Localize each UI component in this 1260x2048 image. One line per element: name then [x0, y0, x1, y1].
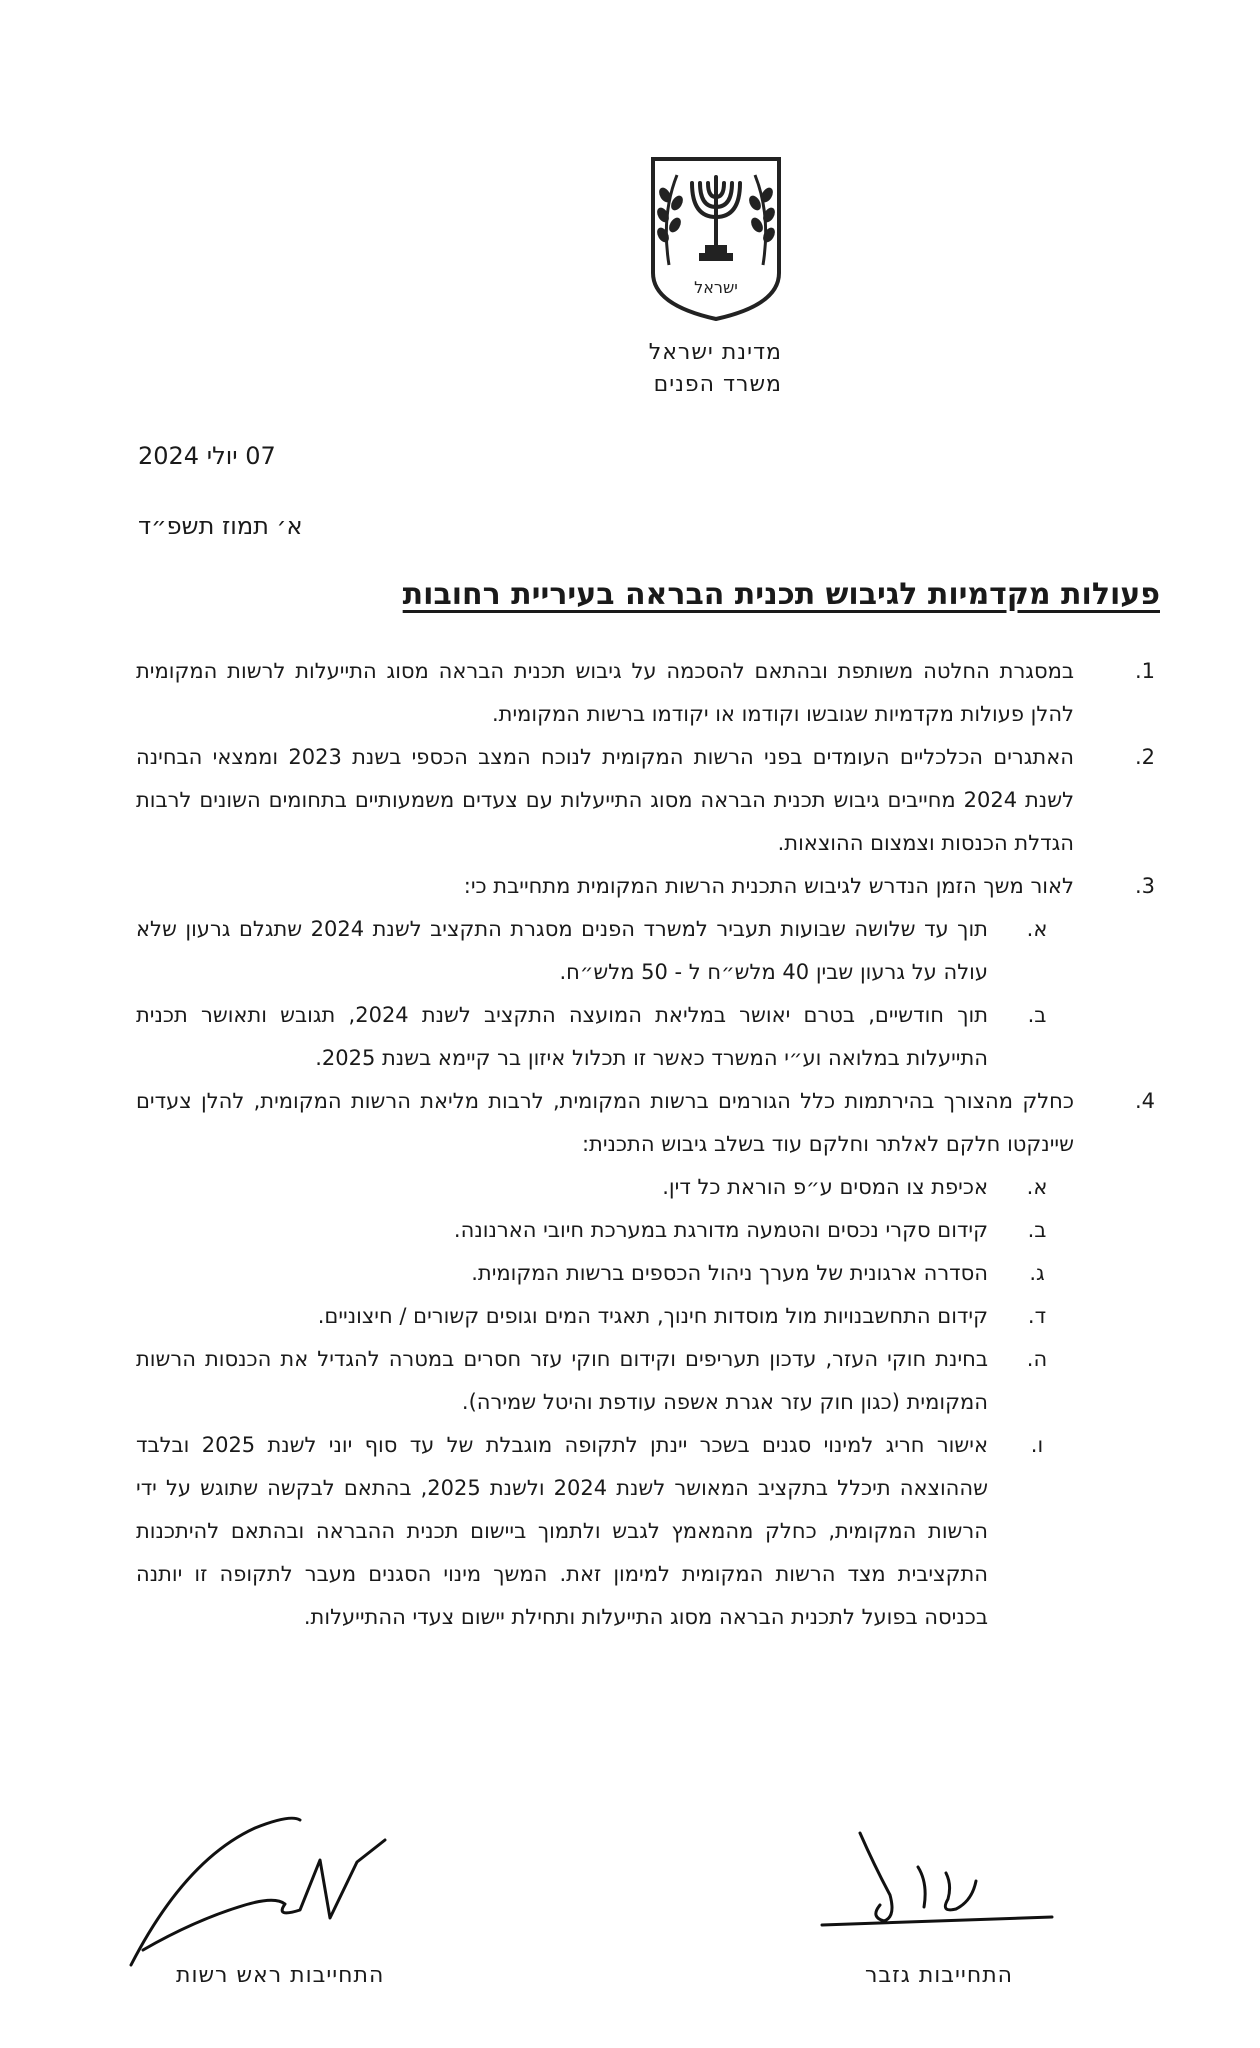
list-item	[136, 650, 1160, 736]
sub-item	[136, 908, 1074, 994]
sub-item-text: אישור חריג למינוי סגנים בשכר יינתן לתקופה מוגבלת של עד סוף יוני לשנת 2025 ובלבד שההוצאה תיכלל בתקציב המאושר לשנת 2024 ולשנת 2025, בהתאם לבקשה שתוגש על ידי הרשות המקומית, כחלק מהמאמץ לגבש ולתמוך ביישום תכנית ההבראה ובהתאם להיתכנות התקציבית מצד הרשות המקומית למימון זאת. המשך מינוי הסגנים מעבר לתקופה זו יותנה בכניסה בפועל לתכנית הבראה מסוג התייעלות ותחילת יישום צעדי ההתייעלות.	[136, 1433, 989, 1629]
item-number: 3.	[1134, 874, 1156, 898]
sub-item-letter: ב.	[1027, 1003, 1047, 1027]
sub-item	[136, 994, 1074, 1080]
sub-item-letter: ג.	[1029, 1261, 1045, 1285]
sub-item	[136, 1252, 1074, 1295]
item-text: במסגרת החלטה משותפת ובהתאם להסכמה על גיבוש תכנית הבראה מסוג התייעלות לרשות המקומית להלן פעולות מקדמיות שגובשו וקודמו או יקודמו ברשות המקומית.	[136, 659, 1074, 726]
hebrew-date: א׳ תמוז תשפ״ד	[138, 512, 303, 540]
sub-item	[136, 1209, 1074, 1252]
sub-item-letter: א.	[1026, 1175, 1048, 1199]
ministry-name: משרד הפנים	[653, 372, 782, 397]
item-number: 4.	[1134, 1089, 1156, 1113]
gregorian-date: 07 יולי 2024	[138, 442, 276, 470]
list-item	[136, 736, 1160, 865]
mayor-signature-label: התחייבות ראש רשות	[176, 1963, 385, 1988]
sub-item	[136, 1295, 1074, 1338]
sub-item-text: בחינת חוקי העזר, עדכון תעריפים וקידום חוקי עזר חסרים במטרה להגדיל את הכנסות הרשות המקומית (כגון חוק עזר אגרת אשפה עודפת והיטל שמירה).	[136, 1347, 988, 1414]
sub-item-letter: ו.	[1030, 1433, 1044, 1457]
state-emblem-icon	[647, 155, 785, 323]
sub-item	[136, 1424, 1074, 1639]
state-name: מדינת ישראל	[648, 340, 782, 365]
list-item	[136, 865, 1160, 1080]
sub-item-text: הסדרה ארגונית של מערך ניהול הכספים ברשות המקומית.	[471, 1261, 988, 1285]
item-text: כחלק מהצורך בהירתמות כלל הגורמים ברשות המקומית, לרבות מליאת הרשות המקומית, להלן צעדים שיינקטו חלקם לאלתר וחלקם עוד בשלב גיבוש התכנית:	[136, 1089, 1074, 1156]
treasurer-signature	[800, 1825, 1060, 1935]
sub-item	[136, 1338, 1074, 1424]
item-number: 2.	[1134, 745, 1156, 769]
sub-item-text: אכיפת צו המסים ע״פ הוראת כל דין.	[662, 1175, 988, 1199]
item-number: 1.	[1134, 659, 1156, 683]
svg-text:ישראל: ישראל	[694, 278, 738, 297]
sub-item-text: קידום סקרי נכסים והטמעה מדורגת במערכת חיובי הארנונה.	[453, 1218, 988, 1242]
list-item	[136, 1080, 1160, 1639]
item-text: האתגרים הכלכליים העומדים בפני הרשות המקומית לנוכח המצב הכספי בשנת 2023 וממצאי הבחינה לשנת 2024 מחייבים גיבוש תכנית הבראה מסוג התייעלות עם צעדים משמעותיים בתחומים השונים לרבות הגדלת הכנסות וצמצום ההוצאות.	[136, 745, 1075, 855]
sub-item-text: תוך עד שלושה שבועות תעביר למשרד הפנים מסגרת התקציב לשנת 2024 שתגלם גרעון שלא עולה על גרעון שבין 40 מלש״ח ל - 50 מלש״ח.	[136, 917, 988, 984]
sub-item-text: קידום התחשבנויות מול מוסדות חינוך, תאגיד המים וגופים קשורים / חיצוניים.	[317, 1304, 988, 1328]
document-body	[136, 650, 1160, 1639]
sub-item-letter: ב.	[1027, 1218, 1047, 1242]
sub-item-letter: ה.	[1026, 1347, 1048, 1371]
treasurer-signature-label: התחייבות גזבר	[865, 1963, 1014, 1988]
sub-item	[136, 1166, 1074, 1209]
mayor-signature	[125, 1800, 445, 1970]
item-text: לאור משך הזמן הנדרש לגיבוש התכנית הרשות המקומית מתחייבת כי:	[463, 874, 1074, 898]
sub-item-letter: ד.	[1027, 1304, 1047, 1328]
document-title: פעולות מקדמיות לגיבוש תכנית הבראה בעיריית רחובות	[402, 577, 1160, 612]
sub-item-text: תוך חודשיים, בטרם יאושר במליאת המועצה התקציב לשנת 2024, תגובש ותאושר תכנית התייעלות במלואה וע״י המשרד כאשר זו תכלול איזון בר קיימא בשנת 2025.	[136, 1003, 988, 1070]
sub-item-letter: א.	[1026, 917, 1048, 941]
